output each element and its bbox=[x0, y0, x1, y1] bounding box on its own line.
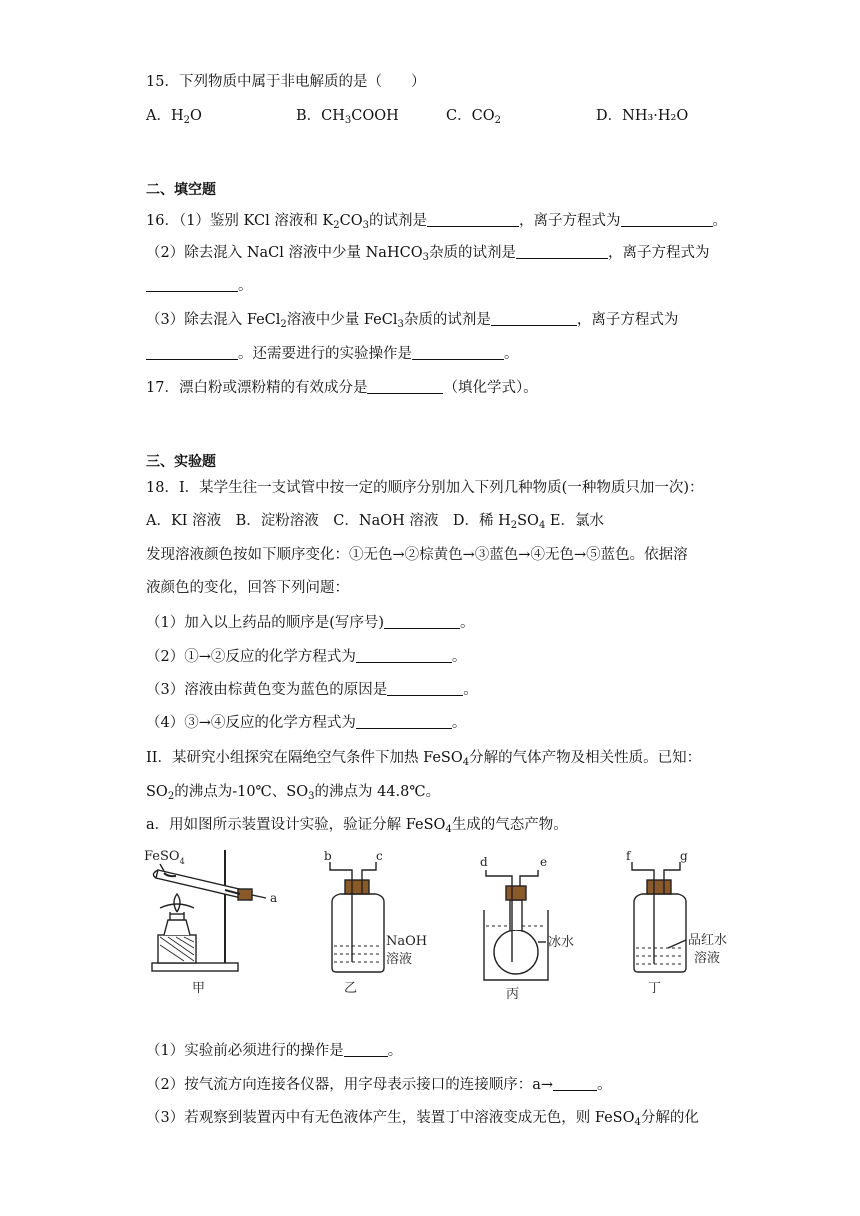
naoh-label-2: 溶液 bbox=[386, 952, 413, 967]
apparatus-figure bbox=[140, 840, 740, 1005]
answer-blank[interactable] bbox=[387, 681, 463, 696]
apparatus-jia bbox=[152, 850, 266, 971]
q18-ii-intro: II．某研究小组探究在隔绝空气条件下加热 FeSO$_4$分解的气体产物及相关性质。已知： bbox=[146, 750, 702, 768]
port-f: f bbox=[626, 849, 631, 863]
q15-option-d[interactable]: D．NH₃·H₂O bbox=[596, 108, 689, 124]
q15-stem: 15．下列物质中属于非电解质的是（ ） bbox=[146, 74, 426, 90]
apparatus-bing bbox=[484, 870, 548, 980]
q16-part1: 16．（1）鉴别 KCl 溶液和 $K_2CO_3$的试剂是 ，离子方程式为 。 bbox=[146, 213, 727, 231]
answer-blank[interactable] bbox=[491, 311, 577, 326]
q18-ii-q3: （3）若观察到装置丙中有无色液体产生，装置丁中溶液变成无色，则 FeSO$_4$分解的化 bbox=[146, 1110, 699, 1128]
label-feso4: FeSO$_4$ bbox=[144, 849, 185, 866]
q18-i-2: （2）①→②反应的化学方程式为 。 bbox=[146, 649, 467, 665]
q18-color-change-cont: 液颜色的变化，回答下列问题： bbox=[146, 580, 349, 596]
port-c: c bbox=[376, 849, 383, 863]
pinhong-label-2: 溶液 bbox=[694, 951, 721, 966]
port-a: a bbox=[270, 891, 278, 905]
q18-substances: A．KI 溶液 B．淀粉溶液 C．NaOH 溶液 D．稀 $H_2SO_4$ E．氯水 bbox=[146, 513, 605, 531]
port-b: b bbox=[324, 849, 332, 863]
answer-blank[interactable] bbox=[412, 345, 504, 360]
naoh-label: NaOH bbox=[386, 934, 428, 949]
answer-blank[interactable] bbox=[356, 648, 452, 663]
q16-part2: （2）除去混入 NaCl 溶液中少量 NaHCO$_3$杂质的试剂是 ，离子方程式为 bbox=[146, 245, 710, 263]
q15-option-b[interactable]: B．$CH_3COOH$ bbox=[296, 108, 399, 126]
answer-blank[interactable] bbox=[344, 1042, 388, 1057]
q18-i-1: （1）加入以上药品的顺序是(写序号) 。 bbox=[146, 615, 475, 631]
section-experiment-heading: 三、实验题 bbox=[146, 454, 216, 470]
q18-i-4: （4）③→④反应的化学方程式为 。 bbox=[146, 715, 467, 731]
answer-blank[interactable] bbox=[621, 212, 713, 227]
answer-blank[interactable] bbox=[516, 244, 608, 259]
answer-blank[interactable] bbox=[356, 714, 452, 729]
apparatus-yi bbox=[330, 862, 384, 972]
caption-ding: 丁 bbox=[648, 981, 662, 996]
q16-part3-cont: 。还需要进行的实验操作是 。 bbox=[146, 344, 519, 364]
apparatus-ding bbox=[632, 862, 686, 972]
caption-yi: 乙 bbox=[344, 981, 358, 996]
q17: 17．漂白粉或漂粉精的有效成分是 （填化学式）。 bbox=[146, 380, 538, 396]
q16-part2-cont: 。 bbox=[146, 276, 253, 296]
answer-blank[interactable] bbox=[367, 379, 443, 394]
port-g: g bbox=[680, 849, 688, 863]
answer-blank[interactable] bbox=[146, 277, 238, 292]
ice-water-label: 冰水 bbox=[548, 935, 575, 950]
q18-ii-a: a．用如图所示装置设计实验，验证分解 FeSO$_4$生成的气态产物。 bbox=[146, 817, 568, 835]
q18-color-change: 发现溶液颜色按如下顺序变化：①无色→②棕黄色→③蓝色→④无色→⑤蓝色。依据溶 bbox=[146, 547, 688, 563]
q18-ii-q2: （2）按气流方向连接各仪器，用字母表示接口的连接顺序：a→ 。 bbox=[146, 1077, 612, 1093]
q18-i-3: （3）溶液由棕黄色变为蓝色的原因是 。 bbox=[146, 682, 478, 698]
answer-blank[interactable] bbox=[146, 345, 238, 360]
q15-option-a[interactable]: A．$H_2O$ bbox=[146, 108, 202, 126]
answer-blank[interactable] bbox=[427, 212, 519, 227]
q18-ii-boiling: $SO_2$的沸点为-10℃、$SO_3$的沸点为 44.8℃。 bbox=[146, 784, 441, 802]
caption-jia: 甲 bbox=[192, 981, 206, 996]
port-e: e bbox=[540, 855, 548, 869]
section-fill-blank-heading: 二、填空题 bbox=[146, 182, 216, 198]
port-d: d bbox=[480, 855, 488, 869]
pinhong-label: 品红水 bbox=[688, 933, 728, 948]
answer-blank[interactable] bbox=[553, 1076, 597, 1091]
q15-option-c[interactable]: C．$CO_2$ bbox=[446, 108, 501, 126]
caption-bing: 丙 bbox=[506, 987, 520, 1002]
q18-ii-q1: （1）实验前必须进行的操作是 。 bbox=[146, 1043, 403, 1059]
q18-intro: 18．I．某学生往一支试管中按一定的顺序分别加入下列几种物质(一种物质只加一次)： bbox=[146, 480, 704, 496]
q16-part3: （3）除去混入 FeCl$_2$溶液中少量 FeCl$_3$杂质的试剂是 ，离子方程式为 bbox=[146, 312, 679, 330]
answer-blank[interactable] bbox=[384, 614, 460, 629]
